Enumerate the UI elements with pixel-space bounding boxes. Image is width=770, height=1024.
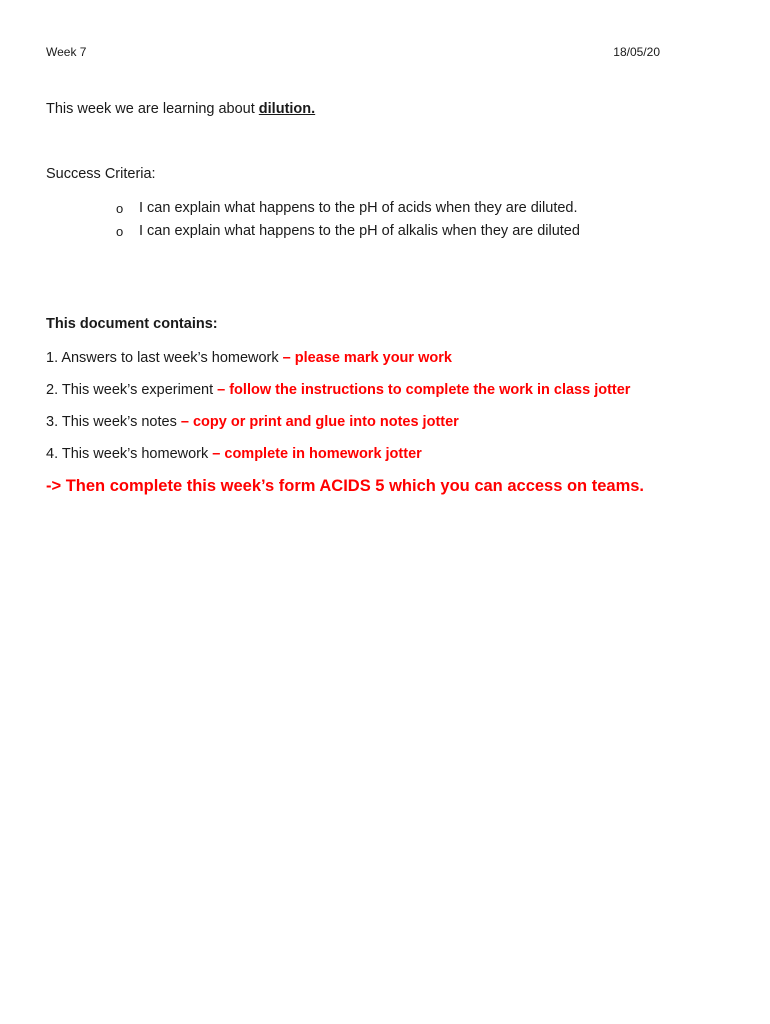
contents-item-text: 2. This week’s experiment <box>46 382 218 398</box>
contents-item-note: – follow the instructions to complete the work in class jotter <box>217 382 631 398</box>
hollow-bullet-icon: o <box>116 201 124 216</box>
intro-text: This week we are learning about <box>46 101 259 117</box>
week-label: Week 7 <box>46 45 87 59</box>
success-criteria-text: I can explain what happens to the pH of alkalis when they are diluted <box>139 223 580 239</box>
contents-item-note: – complete in homework jotter <box>212 446 422 462</box>
success-criteria-text: I can explain what happens to the pH of acids when they are diluted. <box>139 200 578 216</box>
contents-item-note: – please mark your work <box>282 350 452 366</box>
intro-line <box>46 101 315 117</box>
contents-heading: This document contains: <box>46 316 218 332</box>
contents-item <box>46 412 630 444</box>
success-criteria-list <box>116 197 580 243</box>
intro-topic: dilution. <box>258 101 316 117</box>
success-criteria-item <box>116 197 580 220</box>
success-criteria-heading: Success Criteria: <box>46 166 156 182</box>
hollow-bullet-icon: o <box>116 224 124 239</box>
date-label: 18/05/20 <box>613 45 660 59</box>
contents-item-text: 3. This week’s notes <box>46 414 181 430</box>
contents-item-note: – copy or print and glue into notes jotter <box>180 414 459 430</box>
contents-item <box>46 348 630 380</box>
contents-item-text: 1. Answers to last week’s homework <box>46 350 283 366</box>
final-instruction: -> Then complete this week’s form ACIDS 5 which you can access on teams. <box>46 477 645 495</box>
contents-list <box>46 348 630 476</box>
contents-item <box>46 380 630 412</box>
success-criteria-item <box>116 220 580 243</box>
contents-item <box>46 444 630 476</box>
contents-item-text: 4. This week’s homework <box>46 446 213 462</box>
